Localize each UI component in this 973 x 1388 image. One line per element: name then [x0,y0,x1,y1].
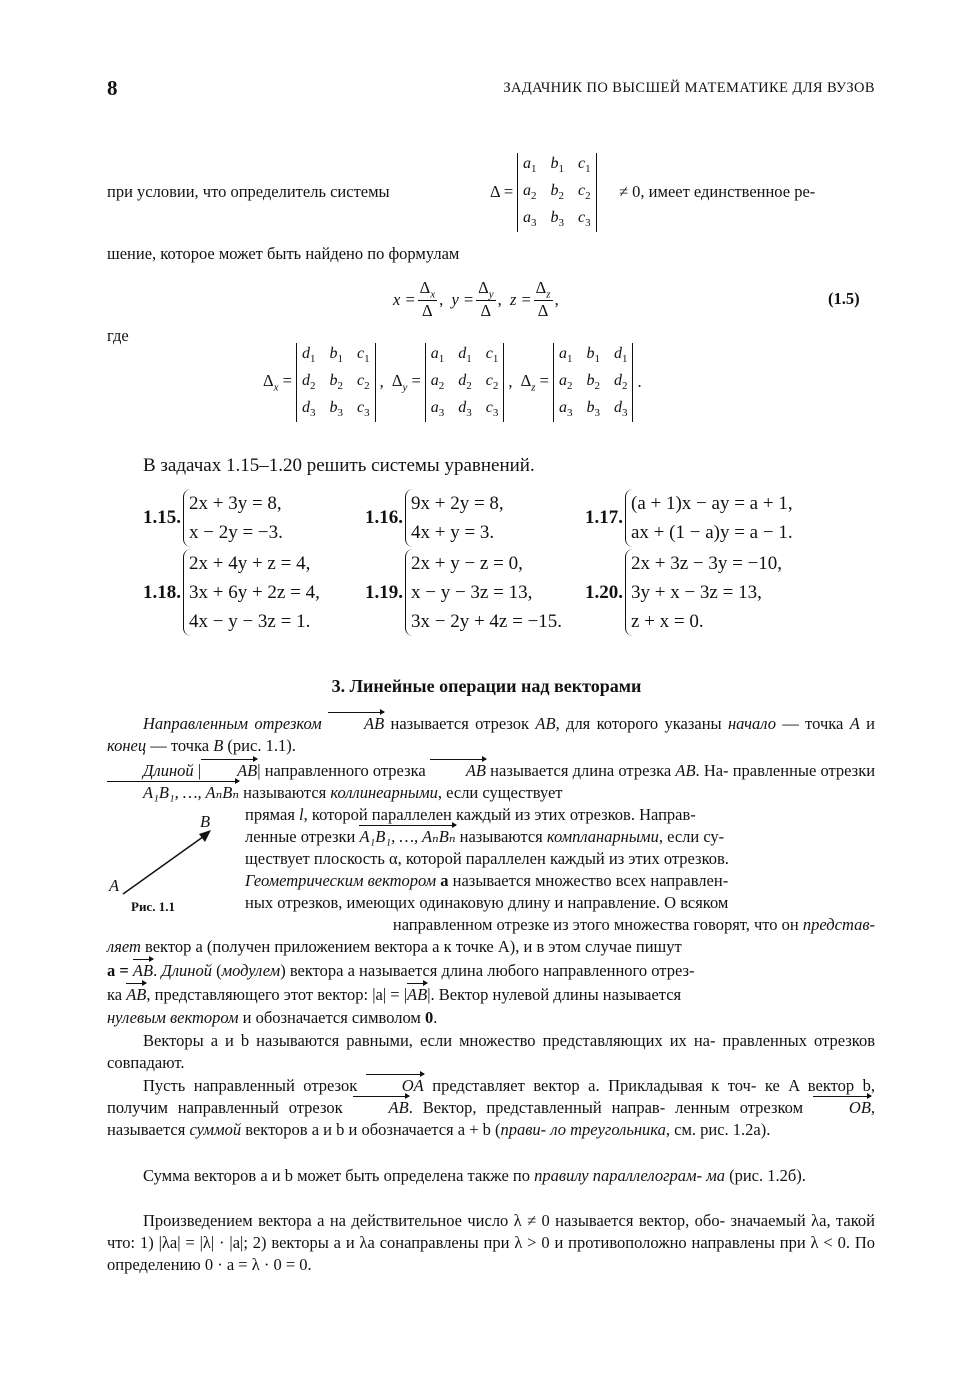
line-10: нулевым вектором и обозначается символом 0. [107,1008,438,1027]
main-determinant [517,153,597,232]
det-entry: $b_3$ [329,399,343,420]
det-dz [553,343,634,422]
determinants-row: $\Delta_x$ = $d_1$ $b_1$ $c_1$ $d_2$ $b_2$ $c_2$ $d_3$ $b_3$ $c_3$ , $\Delta_y$ = $a_1$ $d_1$ $c_1$ $a_2$ $d_2$ $c_2$ $a_3$ $d_3$ $c_3$ , $\Delta_z$ = $a_1$ $b_1$ $d_1$ $a_2$ $b_2$ $d_2$ $a_3$ $b_3$ $d_3$ . [263,345,642,420]
problem-1-15 [143,489,283,547]
line-9: ка AB, представляющего этот вектор: |a| = |AB|. Вектор нулевой длины называется [107,985,682,1004]
equation: 2x + y − z = 0, [411,553,523,574]
section-title: 3. Линейные операции над векторами [331,676,642,696]
dy-label: $\Delta_y$ = [391,371,421,394]
det-entry: $c_3$ [578,209,591,230]
det-entry: $a_1$ [558,345,573,366]
det-entry: $a_3$ [523,209,537,230]
cramer-x: x = [393,289,416,309]
paragraph-6: Произведением вектора a на действительное число λ ≠ 0 называется вектор, обо- значаемый λa, такой что: 1) |λa| = |λ| · |a|; 2) векторы a и λa сонаправлены при λ > 0 и противоположно направлены при λ < 0. По определению 0 · a = λ · 0 = 0. [107,1211,875,1274]
equation: 2x + 3z − 3y = −10, [631,553,783,574]
equation: 3x + 6y + 2z = 4, [189,582,320,603]
det-entry: $c_3$ [356,399,370,420]
cramer-formulas: x = $\frac{\Delta_x}{\Delta}$ , y = $\frac{\Delta_y}{\Delta}$ , z = $\frac{\Delta_z}{\Delta}$ , [393,278,559,321]
det-entry: $d_2$ [301,372,316,393]
det-entry: $c_1$ [578,155,591,176]
equation-system [625,489,793,547]
det-entry: $d_2$ [458,372,472,393]
cramer-z: z = [509,289,532,309]
det-entry: $d_2$ [613,372,628,393]
equation: 2x + 4y + z = 4, [189,553,311,574]
det-entry: $b_1$ [329,345,343,366]
problem-1-17 [585,489,793,547]
det-dy [425,343,505,422]
det-entry: $d_1$ [613,345,628,366]
det-entry: $a_1$ [523,155,537,176]
problem-1-18 [143,549,320,636]
det-entry: $b_3$ [550,209,564,230]
det-entry: $a_1$ [430,345,445,366]
problem-label: 1.19. [365,581,403,603]
det-entry: $a_2$ [523,182,537,203]
det-entry: $a_3$ [558,399,573,420]
wrap-line-4: Геометрическим вектором a называется множество всех направлен- [245,871,729,890]
equation: x − y − 3z = 13, [411,582,533,603]
det-entry: $b_2$ [329,372,343,393]
problem-label: 1.15. [143,507,181,528]
figure-caption: Рис. 1.1 [131,899,175,914]
frac-x-num: Δ [419,278,431,297]
line-7: ляет вектор a (получен приложением вектора a к точке A), и в этом случае пишут [107,937,682,956]
paragraph-5: Сумма векторов a и b может быть определена также по правилу параллелограм- ма (рис. 1.2б). [143,1166,806,1185]
intro-text: при условии, что определитель системы [107,182,390,201]
frac-y-den: Δ [480,301,492,321]
problem-1-16 [365,489,504,547]
problem-label: 1.20. [585,581,623,603]
det-entry: $c_1$ [485,345,499,366]
cramer-y: y = [451,289,475,309]
det-entry: $b_1$ [550,155,564,176]
intro-text-after: ≠ 0, имеет единственное ре- [619,182,816,201]
problem-1-19 [365,549,562,636]
det-entry: $c_3$ [485,399,499,420]
equation-system [183,489,283,547]
det-entry: $d_1$ [458,345,472,366]
problem-label: 1.17. [585,507,623,528]
det-dx [296,343,376,422]
frac-y [476,278,496,321]
running-title: ЗАДАЧНИК ПО ВЫСШЕЙ МАТЕМАТИКЕ ДЛЯ ВУЗОВ [503,80,875,96]
line-6: направленном отрезке из этого множества говорят, что он представ- [392,915,875,934]
det-entry: $d_3$ [613,399,628,420]
vector-arrow-line [123,834,207,894]
equation: 3x − 2y + 4z = −15. [411,611,563,632]
equation: (a + 1)x − ay = a + 1, [631,493,793,514]
det-entry: $b_2$ [550,182,564,203]
equation: z + x = 0. [631,611,704,632]
wrap-line-3: ществует плоскость α, которой параллелен каждый из этих отрезков. [245,849,729,868]
det-entry: $d_3$ [458,399,472,420]
problems [143,489,843,639]
equation: ax + (1 − a)y = a − 1. [631,522,793,543]
frac-z-num: Δ [535,278,547,297]
delta-symbol: Δ = [490,182,514,201]
equation-system [405,549,562,636]
equation-system [405,489,504,547]
frac-x [418,278,438,321]
problem-1-20 [585,549,782,636]
frac-z-den: Δ [537,301,549,321]
equation: 4x + y = 3. [411,522,495,543]
paragraph-1: Направленным отрезком AB называется отрезок AB, для которого указаны начало — точка A и конец — точка B (рис. 1.1). [107,714,875,755]
wrapped-text [245,804,875,914]
paragraph-4: Пусть направленный отрезок OA представляет вектор a. Прикладывая к точ- ке A вектор b, получим направленный отрезок AB. Вектор, представленный направ- ленным отрезком OB, называется суммой векторов a и b и обозначается a + b (прави- ло треугольника, см. рис. 1.2а). [107,1076,876,1139]
page-number: 8 [107,76,118,100]
problem-label: 1.18. [143,581,181,603]
intro-continuation: шение, которое может быть найдено по формулам [107,244,460,263]
frac-z-sub: z [546,288,551,301]
where-word: где [107,326,129,345]
equation-system [625,549,782,636]
equation: 2x + 3y = 8, [189,493,282,514]
paragraph-3: Векторы a и b называются равными, если множество представляющих их на- правленных отрезков совпадают. [107,1031,875,1072]
frac-y-num: Δ [478,278,489,297]
det-entry: $d_3$ [301,399,316,420]
det-entry: $a_2$ [558,372,573,393]
dz-label: $\Delta_z$ = [520,371,549,394]
det-entry: $c_1$ [356,345,370,366]
paragraph-2: Длиной | AB| направленного отрезка AB называется длина отрезка AB. На- правленные отрезки A₁B₁, …, AₙBₙ называются коллинеарными, если существует [107,760,875,804]
equation: x − 2y = −3. [189,522,283,543]
task-intro: В задачах 1.15–1.20 решить системы уравнений. [143,455,535,476]
det-entry: $b_1$ [586,345,600,366]
intro-line [107,153,875,233]
det-entry: $c_2$ [356,372,370,393]
det-entry: $c_2$ [485,372,499,393]
equation: 9x + 2y = 8, [411,493,504,514]
problem-label: 1.16. [365,507,403,528]
det-entry: $a_3$ [430,399,445,420]
equation: 4x − y − 3z = 1. [189,611,311,632]
figure-label-a: A [109,876,120,895]
formula-number: (1.5) [828,289,860,308]
det-entry: $b_3$ [586,399,600,420]
det-entry: $c_2$ [578,182,591,203]
line-8: a = AB. Длиной (модулем) вектора a называется длина любого направленного отрез- [107,961,695,980]
figure-label-b: B [200,812,211,831]
dx-label: $\Delta_x$ = [263,371,292,394]
frac-z [534,278,553,321]
frac-y-sub: y [488,288,494,301]
equation: 3y + x − 3z = 13, [631,582,762,603]
wrap-line-2: ленные отрезки A₁B₁, …, AₙBₙ называются компланарными, если су- [245,827,725,846]
frac-x-sub: x [430,288,436,301]
wrap-line-5: ных отрезков, имеющих одинаковую длину и направление. О всяком [245,893,729,912]
det-entry: $a_2$ [430,372,445,393]
det-entry: $b_2$ [586,372,600,393]
equation-system [183,549,320,636]
det-entry: $d_1$ [301,345,316,366]
wrap-line-1: прямая l, которой параллелен каждый из этих отрезков. Направ- [245,805,696,824]
frac-x-den: Δ [422,301,433,321]
